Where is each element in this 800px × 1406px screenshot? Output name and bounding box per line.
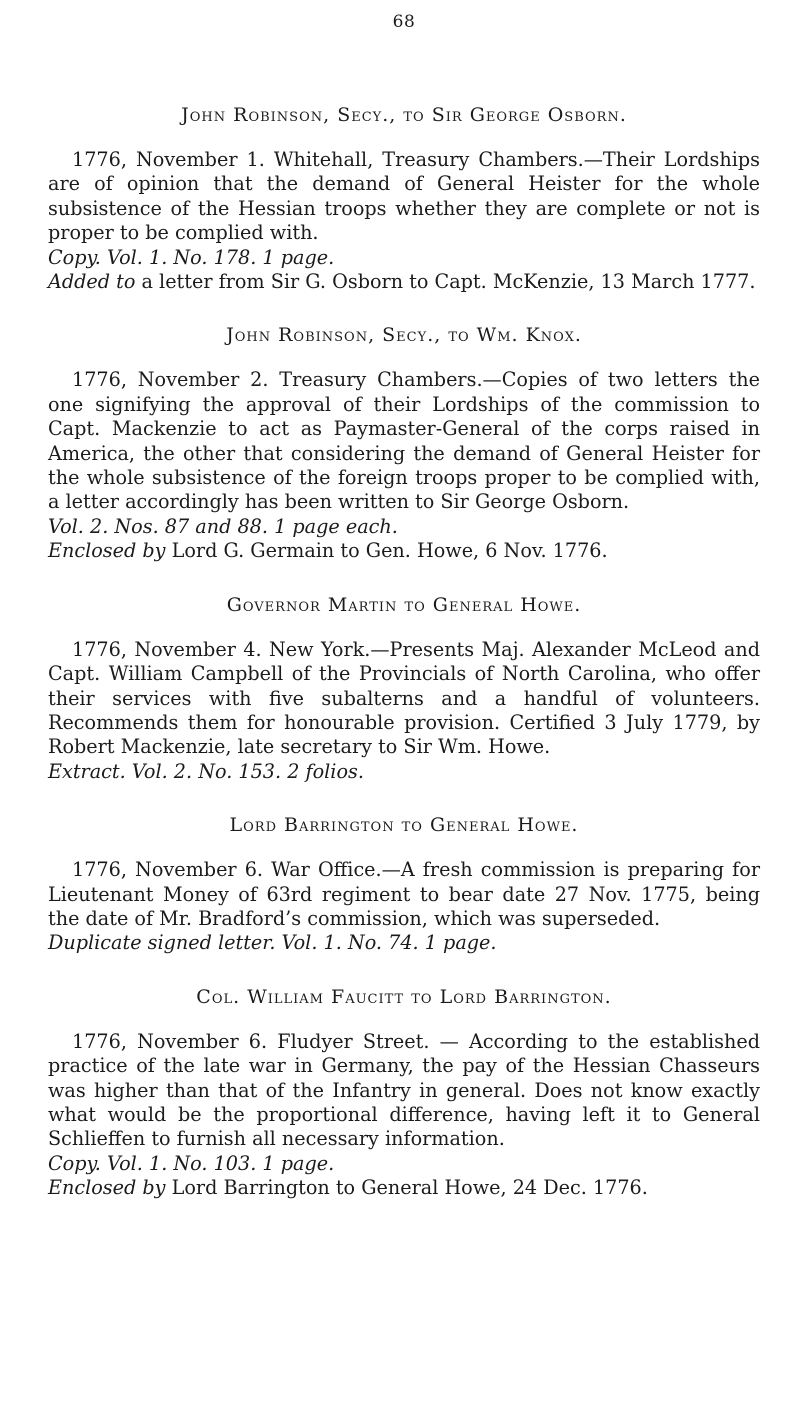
entry-body: 1776, November 6. Fludyer Street. — According to the established practice of the late war in Germany, the pay of the Hessian Chasseurs was higher than that of the Infantry in general. Does not know exactly what would be the proportional difference, having left it to General Schlieffen to furnish all necessary information. — [48, 1029, 760, 1151]
reference-text: a letter from Sir G. Osborn to Capt. McKenzie, 13 March 1777. — [135, 270, 756, 294]
calendar-entries — [48, 104, 760, 1231]
reference-italic: Extract. Vol. 2. No. 153. 2 folios. — [48, 759, 364, 783]
entry-reference — [48, 931, 760, 955]
entry-heading: Col. William Faucitt to Lord Barrington. — [196, 985, 612, 1008]
entry-body: 1776, November 6. War Office.—A fresh commission is preparing for Lieutenant Money of 63rd regiment to bear date 27 Nov. 1775, being the date of Mr. Bradford’s commission, which was superseded. — [48, 858, 760, 930]
reference-italic: Copy. Vol. 1. No. 103. 1 page. — [48, 1151, 335, 1175]
reference-text: Lord Barrington to General Howe, 24 Dec. 1776. — [165, 1176, 648, 1200]
reference-italic: Enclosed by — [48, 1176, 166, 1200]
page-number: 68 — [392, 12, 416, 32]
entry-reference — [48, 270, 760, 294]
entry-heading: Governor Martin to General Howe. — [226, 593, 582, 616]
calendar-entry — [48, 986, 760, 1201]
reference-italic: Enclosed by — [48, 539, 166, 563]
entry-body: 1776, November 4. New York.—Presents Maj. Alexander McLeod and Capt. William Campbell of the Provincials of North Carolina, who offer their services with five subalterns and a handful of volunteers. Recommends them for honourable provision. Certified 3 July 1779, by Robert Mackenzie, late secretary to Sir Wm. Howe. — [48, 637, 760, 759]
reference-italic: Copy. Vol. 1. No. 178. 1 page. — [48, 245, 335, 269]
reference-italic: Duplicate signed letter. Vol. 1. No. 74. 1 page. — [48, 931, 497, 955]
calendar-entry — [48, 104, 760, 294]
reference-text: Lord G. Germain to Gen. Howe, 6 Nov. 1776. — [165, 539, 608, 563]
reference-italic: Added to — [48, 270, 136, 294]
calendar-entry — [48, 814, 760, 956]
entry-reference — [48, 539, 760, 563]
entry-reference — [48, 1152, 760, 1176]
calendar-entry — [48, 594, 760, 784]
reference-italic: Vol. 2. Nos. 87 and 88. 1 page each. — [48, 514, 398, 538]
calendar-entry — [48, 324, 760, 563]
entry-reference — [48, 760, 760, 784]
entry-heading: John Robinson, Secy., to Wm. Knox. — [226, 324, 582, 347]
entry-reference — [48, 1176, 760, 1200]
entry-body: 1776, November 1. Whitehall, Treasury Chambers.—Their Lordships are of opinion that the demand of General Heister for the whole subsistence of the Hessian troops whether they are complete or not is proper to be complied with. — [48, 148, 760, 245]
entry-heading: John Robinson, Secy., to Sir George Osborn. — [181, 104, 627, 126]
entry-reference — [48, 246, 760, 270]
entry-reference — [48, 515, 760, 539]
entry-body: 1776, November 2. Treasury Chambers.—Copies of two letters the one signifying the approval of their Lordships of the commission to Capt. Mackenzie to act as Paymaster-General of the corps raised in America, the other that considering the demand of General Heister for the whole subsistence of the foreign troops proper to be complied with, a letter accordingly has been written to Sir George Osborn. — [48, 368, 760, 514]
entry-heading: Lord Barrington to General Howe. — [229, 814, 579, 837]
